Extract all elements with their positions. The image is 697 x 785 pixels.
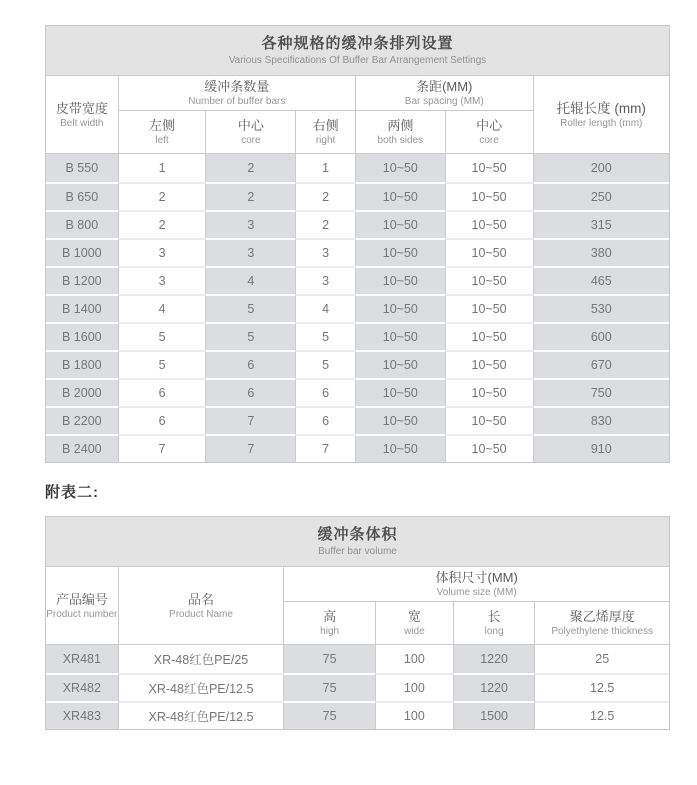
arrangement-table-title xyxy=(46,26,669,76)
volume-title-zh: 缓冲条体积 xyxy=(317,526,398,543)
table-row xyxy=(46,154,669,182)
col-header-both-sides xyxy=(355,111,445,154)
table-cell: 3 xyxy=(295,238,355,266)
table-cell: B 1400 xyxy=(46,294,118,322)
table-cell: 200 xyxy=(533,154,670,182)
col-header-roller-length xyxy=(533,76,670,154)
volume-table-section xyxy=(45,516,670,730)
volume-table-body xyxy=(46,645,669,729)
table-row xyxy=(46,406,669,434)
table-cell: 10~50 xyxy=(445,154,533,182)
high-label-en: high xyxy=(320,626,340,637)
table-cell: 10~50 xyxy=(355,238,445,266)
product-number-label-en: Product number xyxy=(46,608,118,620)
table-cell: XR-48红色PE/25 xyxy=(118,645,284,673)
table-cell: 75 xyxy=(283,645,375,673)
buffer-count-label-zh: 缓冲条数量 xyxy=(204,79,270,94)
left-label-zh: 左侧 xyxy=(149,118,176,133)
arrangement-table-head xyxy=(46,76,669,154)
table-cell: 10~50 xyxy=(355,350,445,378)
table-cell: B 2000 xyxy=(46,378,118,406)
table-cell: 6 xyxy=(295,406,355,434)
core-count-label-en: core xyxy=(241,135,261,146)
belt-width-label-zh: 皮带宽度 xyxy=(55,100,108,116)
table-cell: 75 xyxy=(283,701,375,729)
core-spacing-label-zh: 中心 xyxy=(476,118,503,133)
volume-title-en: Buffer bar volume xyxy=(318,546,397,557)
core-count-label-zh: 中心 xyxy=(237,118,264,133)
table-cell: B 1800 xyxy=(46,350,118,378)
table-cell: 75 xyxy=(283,673,375,701)
table-cell: B 800 xyxy=(46,210,118,238)
table-cell: 10~50 xyxy=(445,210,533,238)
table-cell: 100 xyxy=(375,701,453,729)
table-cell: 5 xyxy=(205,322,295,350)
col-header-right xyxy=(295,111,355,154)
table-cell: 5 xyxy=(295,350,355,378)
table-cell: 10~50 xyxy=(355,154,445,182)
volume-size-label-zh: 体积尺寸(MM) xyxy=(435,570,518,585)
col-group-volume-size xyxy=(283,567,669,602)
wide-label-zh: 宽 xyxy=(407,609,421,624)
product-number-label-zh: 产品编号 xyxy=(55,591,108,607)
table-cell: 1220 xyxy=(453,645,535,673)
wide-label-en: wide xyxy=(404,626,425,637)
col-group-buffer-count xyxy=(118,76,355,111)
table-cell: 3 xyxy=(205,210,295,238)
table-cell: 6 xyxy=(205,350,295,378)
table-cell: 3 xyxy=(118,238,206,266)
right-label-en: right xyxy=(315,135,336,146)
table-cell: 670 xyxy=(533,350,670,378)
table-cell: B 2200 xyxy=(46,406,118,434)
product-name-label-zh: 品名 xyxy=(187,591,214,607)
roller-length-label-en: Roller length (mm) xyxy=(560,117,643,129)
table-cell: 6 xyxy=(118,378,206,406)
table-cell: 10~50 xyxy=(355,266,445,294)
table-cell: 100 xyxy=(375,673,453,701)
table-row xyxy=(46,210,669,238)
table-cell: 4 xyxy=(295,294,355,322)
table-cell: 4 xyxy=(118,294,206,322)
bar-spacing-label-en: Bar spacing (MM) xyxy=(404,96,484,107)
arrangement-title-en: Various Specifications Of Buffer Bar Arrangement Settings xyxy=(228,55,487,66)
col-header-core-count xyxy=(205,111,295,154)
table-row xyxy=(46,182,669,210)
table-cell: 830 xyxy=(533,406,670,434)
arrangement-table-body xyxy=(46,154,669,462)
table-row xyxy=(46,673,669,701)
pe-thickness-label-en: Polyethylene thickness xyxy=(551,626,654,637)
col-header-belt-width xyxy=(46,76,118,154)
col-header-product-number xyxy=(46,567,118,645)
long-label-en: long xyxy=(484,626,504,637)
table-cell: 600 xyxy=(533,322,670,350)
table-cell: 10~50 xyxy=(355,406,445,434)
table-cell: 10~50 xyxy=(445,294,533,322)
product-name-label-en: Product Name xyxy=(169,608,233,620)
table-cell: 7 xyxy=(205,406,295,434)
table-cell: 10~50 xyxy=(355,378,445,406)
table-cell: 10~50 xyxy=(445,406,533,434)
table-cell: 10~50 xyxy=(355,182,445,210)
arrangement-table xyxy=(46,76,669,462)
table-cell: 3 xyxy=(205,238,295,266)
table-cell: 12.5 xyxy=(534,673,669,701)
table-cell: 380 xyxy=(533,238,670,266)
table-cell: 1 xyxy=(118,154,206,182)
table-cell: 1 xyxy=(295,154,355,182)
table-cell: 6 xyxy=(118,406,206,434)
table-cell: B 1000 xyxy=(46,238,118,266)
table-cell: 2 xyxy=(295,182,355,210)
table-cell: 5 xyxy=(118,322,206,350)
table-cell: 910 xyxy=(533,434,670,462)
table-cell: 2 xyxy=(205,182,295,210)
table-cell: 12.5 xyxy=(534,701,669,729)
table-cell: B 2400 xyxy=(46,434,118,462)
table-cell: 10~50 xyxy=(445,238,533,266)
table-cell: 5 xyxy=(295,322,355,350)
both-sides-label-en: both sides xyxy=(377,135,424,146)
table-row xyxy=(46,378,669,406)
table-cell: 10~50 xyxy=(445,350,533,378)
table-cell: 7 xyxy=(118,434,206,462)
table-cell: 750 xyxy=(533,378,670,406)
table-cell: 315 xyxy=(533,210,670,238)
bar-spacing-label-zh: 条距(MM) xyxy=(416,79,473,94)
table-cell: 10~50 xyxy=(445,434,533,462)
table-cell: 3 xyxy=(295,266,355,294)
arrangement-table-section xyxy=(45,25,670,463)
long-label-zh: 长 xyxy=(487,609,501,624)
right-label-zh: 右侧 xyxy=(312,118,339,133)
col-header-left xyxy=(118,111,206,154)
table-cell: 465 xyxy=(533,266,670,294)
table-cell: B 1600 xyxy=(46,322,118,350)
col-group-bar-spacing xyxy=(355,76,533,111)
col-header-wide xyxy=(375,602,453,645)
volume-table-title xyxy=(46,517,669,567)
roller-length-label-zh: 托辊长度 (mm) xyxy=(556,100,646,116)
col-header-pe-thickness xyxy=(534,602,669,645)
volume-size-label-en: Volume size (MM) xyxy=(436,587,517,598)
high-label-zh: 高 xyxy=(323,609,337,624)
table-cell: B 550 xyxy=(46,154,118,182)
table-cell: 100 xyxy=(375,645,453,673)
col-header-core-spacing xyxy=(445,111,533,154)
table-row xyxy=(46,322,669,350)
col-header-long xyxy=(453,602,535,645)
table-cell: 4 xyxy=(205,266,295,294)
table-cell: XR482 xyxy=(46,673,118,701)
table-cell: 530 xyxy=(533,294,670,322)
table-cell: 10~50 xyxy=(445,266,533,294)
table-cell: 10~50 xyxy=(355,210,445,238)
col-header-high xyxy=(283,602,375,645)
table-cell: 5 xyxy=(205,294,295,322)
buffer-count-label-en: Number of buffer bars xyxy=(188,96,286,107)
table-cell: 2 xyxy=(118,210,206,238)
table-row xyxy=(46,645,669,673)
core-spacing-label-en: core xyxy=(479,135,499,146)
table-cell: 6 xyxy=(205,378,295,406)
table-cell: B 650 xyxy=(46,182,118,210)
table-cell: 10~50 xyxy=(355,322,445,350)
volume-table-head xyxy=(46,567,669,645)
table-row xyxy=(46,701,669,729)
table-cell: B 1200 xyxy=(46,266,118,294)
left-label-en: left xyxy=(155,135,169,146)
belt-width-label-en: Belt width xyxy=(60,117,104,129)
table-row xyxy=(46,238,669,266)
table-row xyxy=(46,266,669,294)
volume-table xyxy=(46,567,669,729)
col-header-product-name xyxy=(118,567,284,645)
table-cell: 6 xyxy=(295,378,355,406)
table-cell: 3 xyxy=(118,266,206,294)
table-cell: 2 xyxy=(118,182,206,210)
table-row xyxy=(46,434,669,462)
table-row xyxy=(46,350,669,378)
table-cell: 2 xyxy=(295,210,355,238)
table-cell: XR481 xyxy=(46,645,118,673)
table-cell: 1220 xyxy=(453,673,535,701)
table-cell: XR-48红色PE/12.5 xyxy=(118,701,284,729)
arrangement-title-zh: 各种规格的缓冲条排列设置 xyxy=(261,35,454,52)
table-cell: 250 xyxy=(533,182,670,210)
table-cell: 10~50 xyxy=(445,182,533,210)
pe-thickness-label-zh: 聚乙烯厚度 xyxy=(569,609,635,624)
table-cell: 1500 xyxy=(453,701,535,729)
both-sides-label-zh: 两侧 xyxy=(387,118,414,133)
table-cell: 10~50 xyxy=(355,434,445,462)
table-cell: 10~50 xyxy=(355,294,445,322)
table-cell: 5 xyxy=(118,350,206,378)
table-cell: 25 xyxy=(534,645,669,673)
table-cell: XR483 xyxy=(46,701,118,729)
table-cell: 7 xyxy=(205,434,295,462)
table-cell: 2 xyxy=(205,154,295,182)
table-cell: 7 xyxy=(295,434,355,462)
appendix-label: 附表二: xyxy=(45,484,99,501)
table-row xyxy=(46,294,669,322)
table-cell: 10~50 xyxy=(445,378,533,406)
table-cell: XR-48红色PE/12.5 xyxy=(118,673,284,701)
table-cell: 10~50 xyxy=(445,322,533,350)
